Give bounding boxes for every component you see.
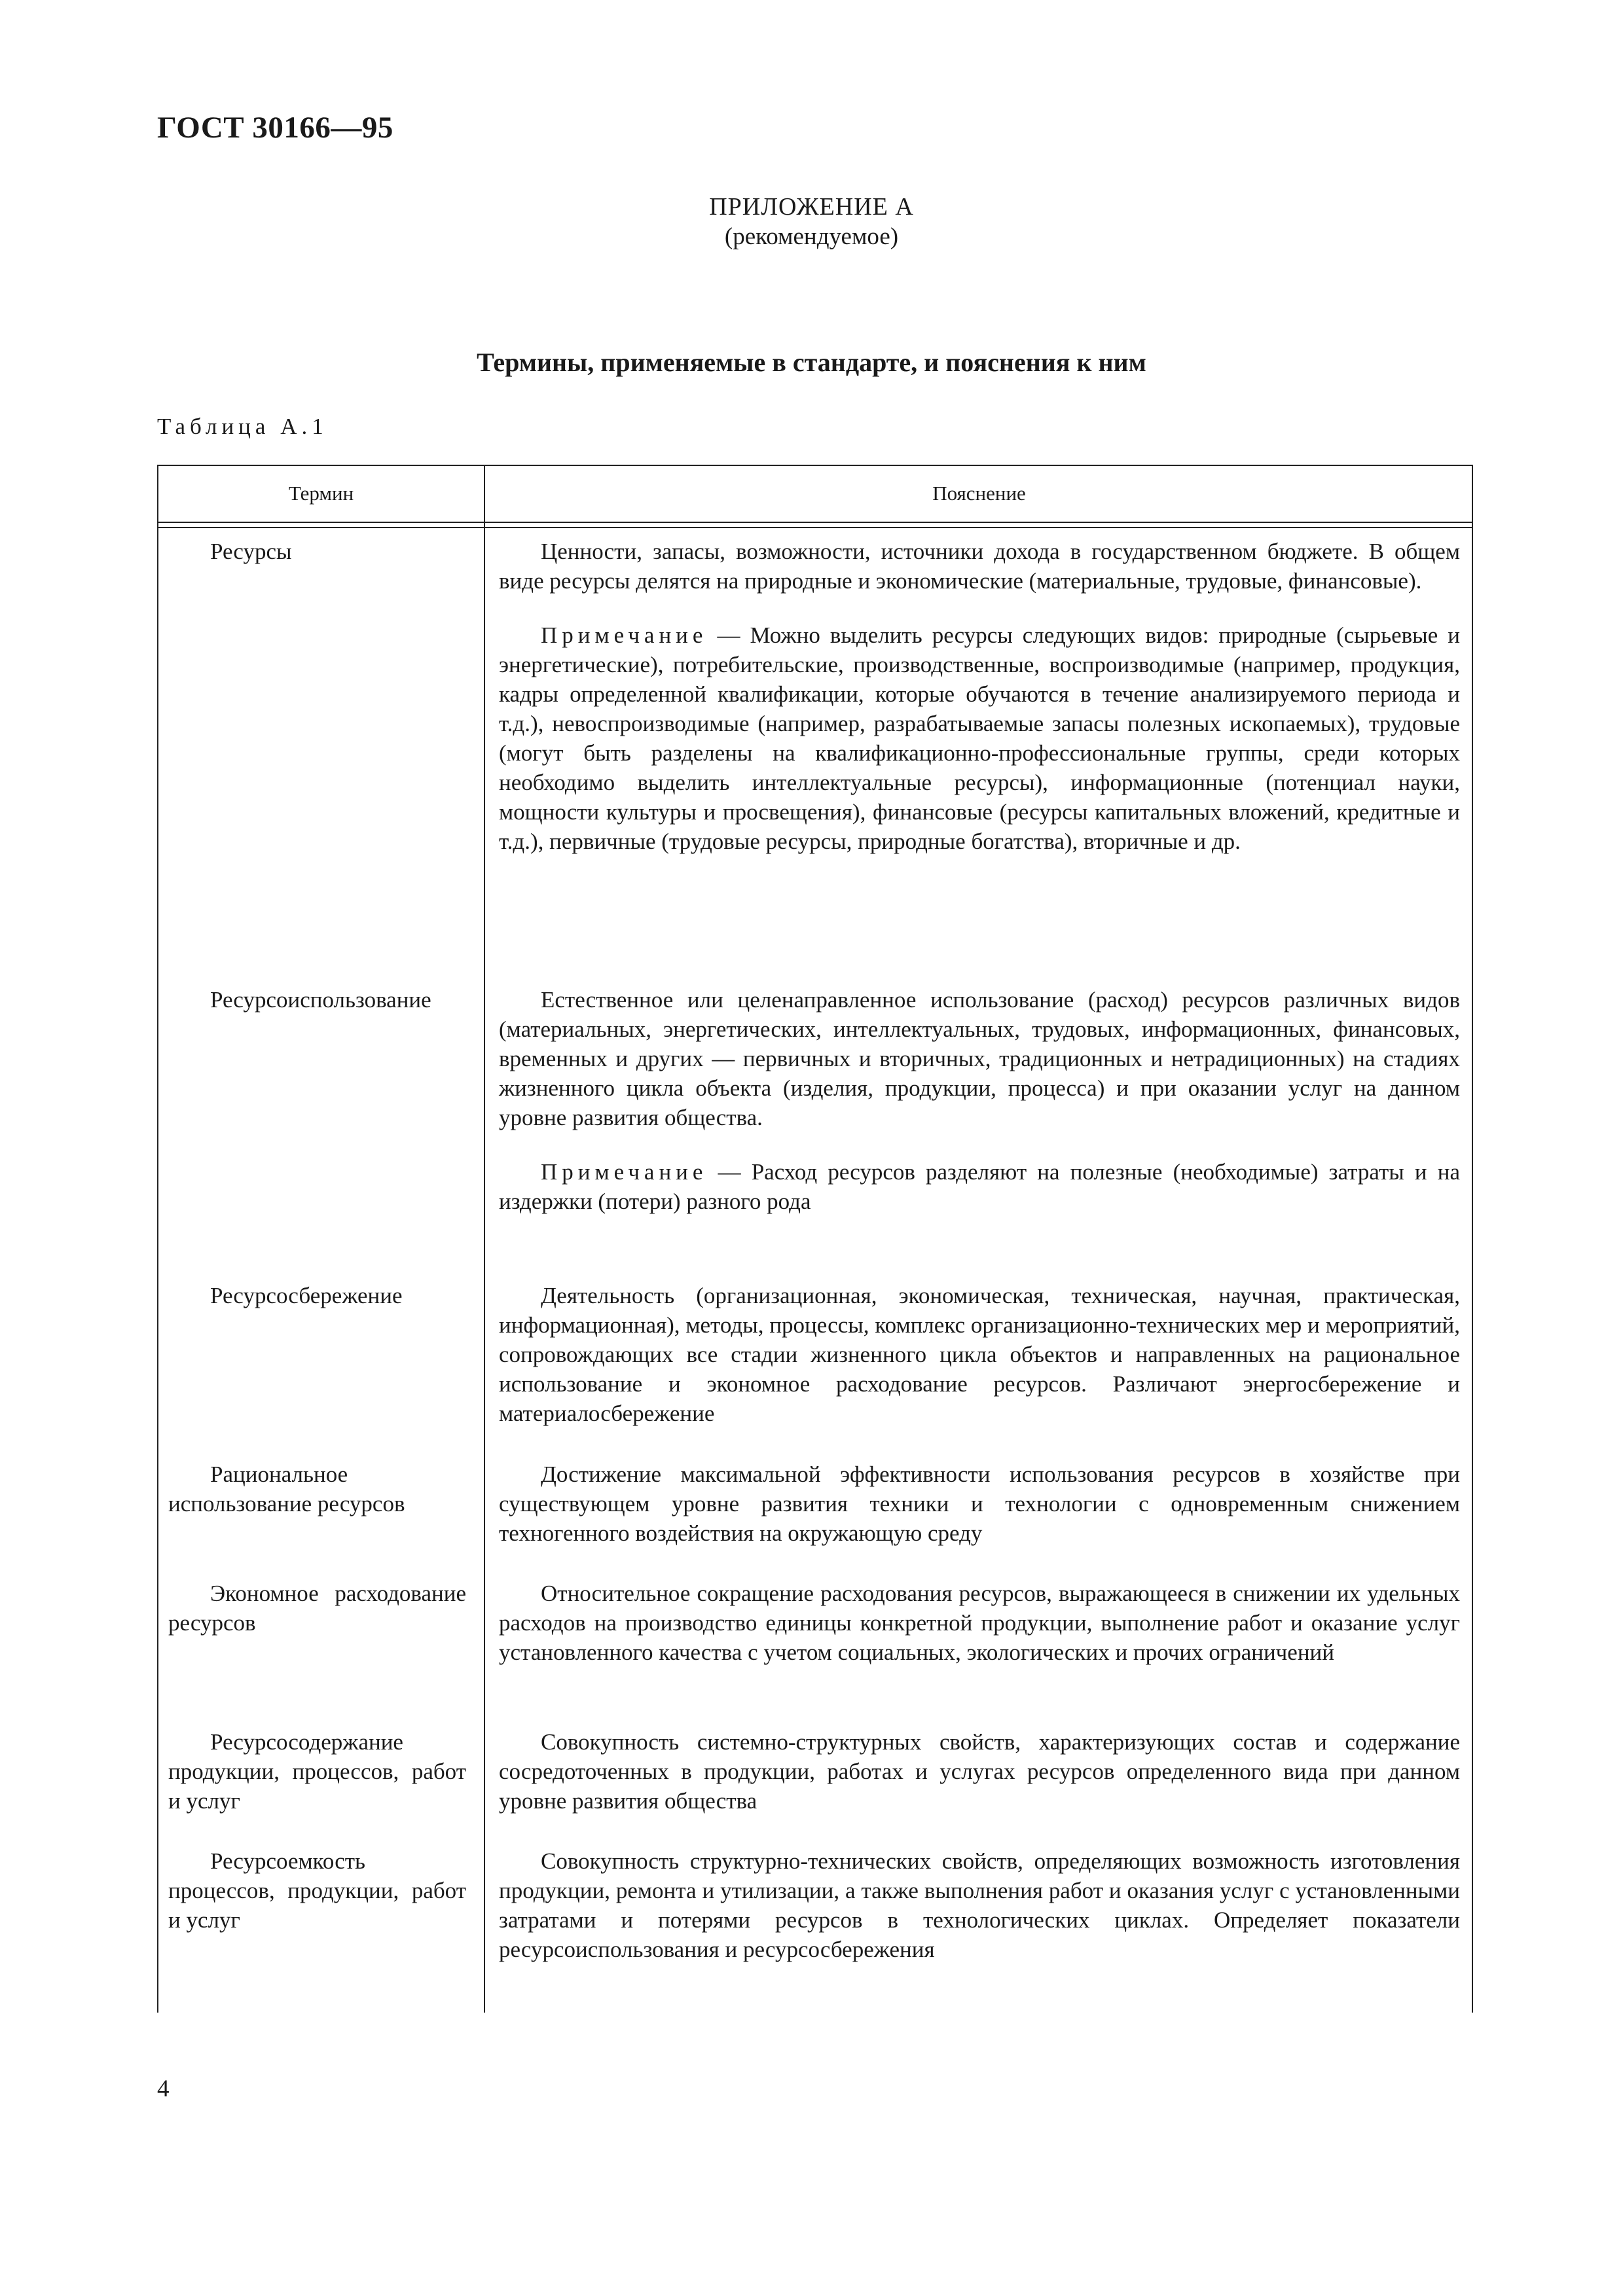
header-divider [158, 527, 1472, 528]
explanation-cell [499, 1579, 1460, 1667]
explanation-text: Деятельность (организационная, экономическая, техническая, научная, практическая, информационная), методы, процессы, комплекс организационно-технических мер и мероприятий, сопровождающих все стадии жизненного цикла объектов и направленных на рациональное использование и экономное расходование ресурсов. Различают энергосбережение и материалосбережение [499, 1283, 1460, 1426]
term-cell: Ресурсоиспользование [210, 987, 431, 1013]
explanation-text: Относительное сокращение расходования ресурсов, выражающееся в снижении их удельных расходов на производство единицы конкретной продукции, выполнение работ и оказание услуг установленного качества с учетом социальных, экологических и прочих ограничений [499, 1581, 1460, 1665]
explanation-cell [499, 1460, 1460, 1548]
term-cell: Ресурсы [210, 539, 292, 564]
explanation-text: Совокупность структурно-технических свойств, определяющих возможность изготовления продукции, ремонта и утилизации, а также выполнения работ и оказания услуг с установленными затратами и потерями ресурсов в технологических циклах. Определяет показатели ресурсоиспользования и ресурсосбережения [499, 1848, 1460, 1962]
table-label: Таблица А.1 [157, 414, 328, 439]
page-number: 4 [157, 2075, 170, 2102]
explanation-text: Достижение максимальной эффективности использования ресурсов в хозяйстве при существующем уровне развития техники и технологии с одновременным снижением техногенного воздействия на окружающую среду [499, 1462, 1460, 1546]
appendix-title: ПРИЛОЖЕНИЕ А [709, 193, 914, 221]
term-cell: Экономное расходование ресурсов [168, 1581, 466, 1636]
explanation-cell [499, 537, 1460, 856]
explanation-text: Совокупность системно-структурных свойств, характеризующих состав и содержание сосредоточенных в продукции, работах и услугах ресурсов определенного вида при данном уровне развития общества [499, 1729, 1460, 1814]
explanation-cell [499, 1846, 1460, 1964]
document-code: ГОСТ 30166—95 [157, 111, 393, 145]
note-text: — Расход ресурсов разделяют на полезные (необходимые) затраты и на издержки (потери) разного рода [499, 1159, 1460, 1214]
note-label: Примечание [541, 622, 708, 648]
note-text: — Можно выделить ресурсы следующих видов: природные (сырьевые и энергетические), потребительские, производственные, воспроизводимые (например, продукция, кадры определенной квалификации, которые обучаются в течение анализируемого периода и т.д.), невоспроизводимые (например, разрабатываемые запасы полезных ископаемых), трудовые (могут быть разделены на квалификационно-профессиональные группы, среди которых необходимо выделить интеллектуальные ресурсы), информационные (потенциал науки, мощности культуры и просвещения), финансовые (ресурсы капитальных вложений, кредитные и т.д.), первичные (трудовые ресурсы, природные богатства), вторичные и др. [499, 622, 1460, 854]
explanation-cell [499, 1727, 1460, 1816]
explanation-cell [499, 1281, 1460, 1428]
header-divider [158, 522, 1472, 523]
appendix-subtitle: (рекомендуемое) [724, 223, 899, 250]
term-cell: Ресурсоемкость процессов, продукции, работ и услуг [168, 1848, 466, 1933]
term-cell: Рациональное использование ресурсов [168, 1462, 405, 1516]
header-term: Термин [288, 482, 354, 505]
term-cell: Ресурсосодержание продукции, процессов, работ и услуг [168, 1729, 466, 1814]
note-paragraph [499, 620, 1460, 856]
term-cell: Ресурсосбережение [210, 1283, 403, 1308]
column-divider [484, 466, 485, 2013]
header-explanation: Пояснение [932, 482, 1026, 505]
note-label: Примечание [541, 1159, 708, 1185]
section-title: Термины, применяемые в стандарте, и пояснения к ним [477, 348, 1146, 377]
terms-table [157, 465, 1473, 2013]
explanation-cell [499, 985, 1460, 1216]
explanation-text: Естественное или целенаправленное использование (расход) ресурсов различных видов (материальных, энергетических, интеллектуальных, трудовых, информационных, финансовых, временных и других — первичных и вторичных, традиционных и нетрадиционных) на стадиях жизненного цикла объекта (изделия, продукции, процесса) и при оказании услуг на данном уровне развития общества. [499, 987, 1460, 1130]
explanation-text: Ценности, запасы, возможности, источники дохода в государственном бюджете. В общем виде ресурсы делятся на природные и экономические (материальные, трудовые, финансовые). [499, 539, 1460, 594]
note-paragraph [499, 1157, 1460, 1216]
